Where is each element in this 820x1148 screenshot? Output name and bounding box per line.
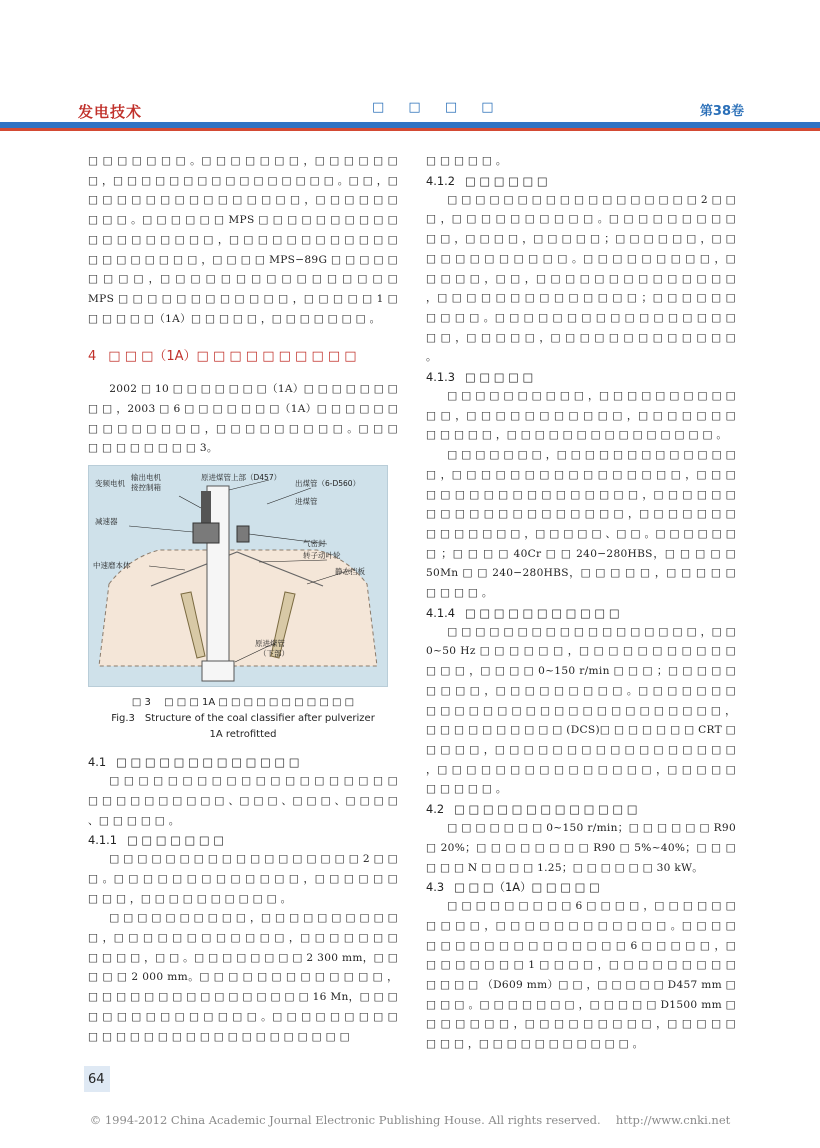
subsection-title: □ □ □（1A）□ □ □ □ □ (454, 880, 600, 895)
figure-caption (88, 695, 398, 743)
label-control-box: 接控制箱 (131, 483, 161, 493)
copyright-footer: © 1994-2012 China Academic Journal Electronic Publishing House. All rights reserved. http://www.cnki.net (89, 1113, 731, 1127)
paragraph: □ □ □ □ □ □ □ □ □ □ ，□ □ □ □ □ □ □ □ □ □ □ ，□ □ □ □ □ □ □ □ □ □ □ □ ，□ □ □ □ □ □ □ □ □ □ □ ，□ □ 。□ □ □ □ □ □ □ □ 2 300 mm，□ □ □ □ □ 2 000 mm。□ □ □ □ □ □ □ □ □ □ □ □ □ ，□ □ □ □ □ □ □ □ □ □ □ □ □ □ □ □ 16 Mn，□ □ □ □ □ □ □ □ □ □ □ □ □ □ □ 。□ □ □ □ □ □ □ □ □ □ □ □ □ □ □ □ □ □ □ □ □ □ □ □ □ □ □ □ (88, 912, 398, 1043)
label-rotor: 转子动叶轮 (303, 551, 341, 561)
subsection-number: 4.1.4 (426, 605, 455, 620)
paragraph: □ □ □ □ □ □ □ □ □ □ □ □ □ □ □ □ □ □ 2 □ □ □ ，□ □ □ □ □ □ □ □ □ □ 。□ □ □ □ □ □ □ □ □ □ □ ，□ □ □ □ ，□ □ □ □ □ ；□ □ □ □ □ □ ，□ □ □ □ □ □ □ □ □ □ □ □ 。□ □ □ □ □ □ □ □ □ ，□ □ □ □ □ ，□ □ ，□ □ □ □ □ □ □ □ □ □ □ □ □ □ ，□ □ □ □ □ □ □ □ □ □ □ □ □ □ ；□ □ □ □ □ □ □ □ □ □ 。□ □ □ □ □ □ □ □ □ □ □ □ □ □ □ □ □ □ □ ，□ □ □ □ □ ，□ □ □ □ □ □ □ □ □ □ □ □ □ 。 (426, 193, 736, 364)
figure-caption-en: Fig.3 Structure of the coal classifier after pulverizer (111, 713, 375, 725)
subsection-title: □ □ □ □ □ □ □ □ □ □ □ □ □ (116, 755, 300, 770)
label-output-motor: 输出电机 (131, 473, 161, 483)
left-column (88, 152, 398, 1047)
subsection-number: 4.3 (426, 880, 445, 895)
label-lower-inlet: 原进煤管 (255, 639, 285, 649)
subsection-heading (426, 172, 736, 191)
paragraph: □ □ □ □ □ □ □ □ □ 6 □ □ □ □ ，□ □ □ □ □ □ □ □ □ □ ，□ □ □ □ □ □ □ □ □ □ □ □ 。□ □ □ □ □ □ □ □ □ □ □ □ □ □ □ □ □ □ 6 □ □ □ □ □ ，□ □ □ □ □ □ □ □ 1 □ □ □ □ ，□ □ □ □ □ □ □ □ □ □ □ □ □ （D609 mm）□ □ ，□ □ □ □ □ D457 mm □ □ □ □ 。□ □ □ □ □ □ □ ，□ □ □ □ □ D1500 mm □ □ □ □ □ □ □ ，□ □ □ □ □ □ □ □ □ ，□ □ □ □ □ □ □ □ ，□ □ □ □ □ □ □ □ □ □ □ 。 (426, 900, 736, 1051)
figure-3 (88, 465, 388, 687)
subsection-heading (88, 831, 398, 850)
subsection-number: 4.1.1 (88, 833, 117, 848)
paragraph: 2002 □ 10 □ □ □ □ □ □ □（1A）□ □ □ □ □ □ □ □ □ ，2003 □ 6 □ □ □ □ □ □ □（1A）□ □ □ □ □ □ □ □ □ □ □ □ □ □ ，□ □ □ □ □ □ □ □ □ 。□ □ □ □ □ □ □ □ □ □ □ 3。 (88, 383, 398, 455)
running-header: □ □ □ □ (372, 100, 504, 115)
label-motor: 变频电机 (95, 479, 125, 489)
subsection-number: 4.1.2 (426, 173, 455, 188)
volume-label: 第38卷 (699, 104, 744, 119)
subsection-number: 4.1 (88, 755, 107, 770)
subsection-title: □ □ □ □ □ □ (464, 173, 548, 188)
label-static-baffle: 静态挡板 (335, 567, 365, 577)
label-upper-inlet: 原进煤管上部（D457） (201, 473, 282, 483)
page-number: 64 (88, 1072, 105, 1087)
label-mill-body: 中速磨本体 (93, 561, 131, 571)
section-title: □ □ □（1A）□ □ □ □ □ □ □ □ □ □ (108, 349, 357, 365)
paragraph: □ □ □ □ □ 。 (426, 155, 507, 167)
subsection-title: □ □ □ □ □ □ □ (126, 833, 225, 848)
paragraph: □ □ □ □ □ □ □ □ □ □ ，□ □ □ □ □ □ □ □ □ □ □ □ ，□ □ □ □ □ □ □ □ □ □ □ ，□ □ □ □ □ □ □ □ □ □ □ □ ，□ □ □ □ □ □ □ □ □ □ □ □ □ □ □ 。 (426, 390, 736, 442)
subsection-heading (426, 800, 736, 819)
section-number: 4 (88, 349, 97, 365)
header-band-red (0, 128, 820, 131)
subsection-heading (88, 753, 398, 772)
subsection-number: 4.1.3 (426, 370, 455, 385)
paragraph: □ □ □ □ □ □ □ □ □ □ □ □ □ □ □ □ □ □ ，□ □ 0~50 Hz □ □ □ □ □ □ ，□ □ □ □ □ □ □ □ □ □ □ □ □ □ ，□ □ □ □ 0~150 r/min □ □ □ ；□ □ □ □ □ □ □ □ □ ，□ □ □ □ □ □ □ □ □ 。□ □ □ □ □ □ □ □ □ □ □ □ □ □ □ □ □ □ □ □ □ □ □ □ □ □ □ □ ，□ □ □ □ □ □ □ □ □ □ (DCS)□ □ □ □ □ □ □ CRT □ □ □ □ □ ，□ □ □ □ □ □ □ □ □ □ □ □ □ □ □ □ □ ，□ □ □ □ □ □ □ □ □ □ □ □ □ □ □ ，□ □ □ □ □ □ □ □ □ □ 。 (426, 625, 736, 796)
label-outlet: 出煤管（6-D560） (295, 479, 361, 489)
label-inlet: 进煤管 (295, 497, 318, 507)
section-heading (88, 345, 398, 364)
subsection-heading (426, 878, 736, 897)
journal-logo: 发电技术 (78, 103, 143, 121)
label-reducer: 减速器 (95, 517, 118, 527)
paragraph: □ □ □ □ □ □ □ 。□ □ □ □ □ □ □ ，□ □ □ □ □ □ □ ，□ □ □ □ □ □ □ □ □ □ □ □ □ □ □ □ 。□ □ ，□ □ □ □ □ □ □ □ □ □ □ □ □ □ □ □ ，□ □ □ □ □ □ □ □ □ 。□ □ □ □ □ □ MPS □ □ □ □ □ □ □ □ □ □ □ □ □ □ □ □ □ □ □ ，□ □ □ □ □ □ □ □ □ □ □ □ □ □ □ □ □ □ □ □ ，□ □ □ □ MPS−89G □ □ □ □ □ □ □ □ □ ，□ □ □ □ □ □ □ □ □ □ □ □ □ □ □ □ MPS □ □ □ □ □ □ □ □ □ □ □ □ ，□ □ □ □ □ 1 □ □ □ □ □ □（1A）□ □ □ □ □ ，□ □ □ □ □ □ □ 。 (88, 155, 398, 325)
subsection-number: 4.2 (426, 802, 445, 817)
label-air-seal: 气密封 (303, 539, 326, 549)
subsection-heading (426, 604, 736, 623)
paragraph: □ □ □ □ □ □ □ 0~150 r/min；□ □ □ □ □ □ R90 □ 20%；□ □ □ □ □ □ □ □ R90 □ 5%~40%；□ □ □ □ □ □ N □ □ □ □ 1.25；□ □ □ □ □ □ 30 kW。 (426, 822, 736, 874)
label-lower-inlet-part: （下部） (259, 649, 289, 659)
figure-caption-cn: □ 3 □ □ □ 1A □ □ □ □ □ □ □ □ □ □ □ (131, 697, 355, 709)
paragraph: □ □ □ □ □ □ □ □ □ □ □ □ □ □ □ □ □ □ 2 □ □ □ 。□ □ □ □ □ □ □ □ □ □ □ □ □ ，□ □ □ □ □ □ □ □ □ ，□ □ □ □ □ □ □ □ □ □ 。 (88, 853, 398, 905)
subsection-title: □ □ □ □ □ □ □ □ □ □ □ (464, 605, 620, 620)
subsection-heading (426, 368, 736, 387)
right-column (426, 152, 736, 1055)
paragraph: □ □ □ □ □ □ □ ，□ □ □ □ □ □ □ □ □ □ □ □ □ □ ，□ □ □ □ □ □ □ □ □ □ □ □ □ □ □ □ ，□ □ □ □ □ □ □ □ □ □ □ □ □ □ □ □ □ □ ，□ □ □ □ □ □ □ □ □ □ □ □ □ □ □ □ □ □ □ □ ，□ □ □ □ □ □ □ □ □ □ □ □ □ □ ，□ □ □ □ □ 、□ □ 。□ □ □ □ □ □ □ ；□ □ □ □ 40Cr □ □ 240−280HBS，□ □ □ □ □ 50Mn □ □ 240−280HBS，□ □ □ □ □ ，□ □ □ □ □ □ □ □ □ 。 (426, 449, 736, 600)
subsection-title: □ □ □ □ □ (464, 370, 534, 385)
paragraph: □ □ □ □ □ □ □ □ □ □ □ □ □ □ □ □ □ □ □ □ □ □ □ □ □ □ □ □ □ □ 、□ □ □ 、□ □ □ 、□ □ □ □ 、□ □ □ □ □ 。 (88, 775, 398, 827)
subsection-title: □ □ □ □ □ □ □ □ □ □ □ □ □ (454, 802, 638, 817)
figure-caption-en-cont: 1A retrofitted (209, 729, 277, 741)
